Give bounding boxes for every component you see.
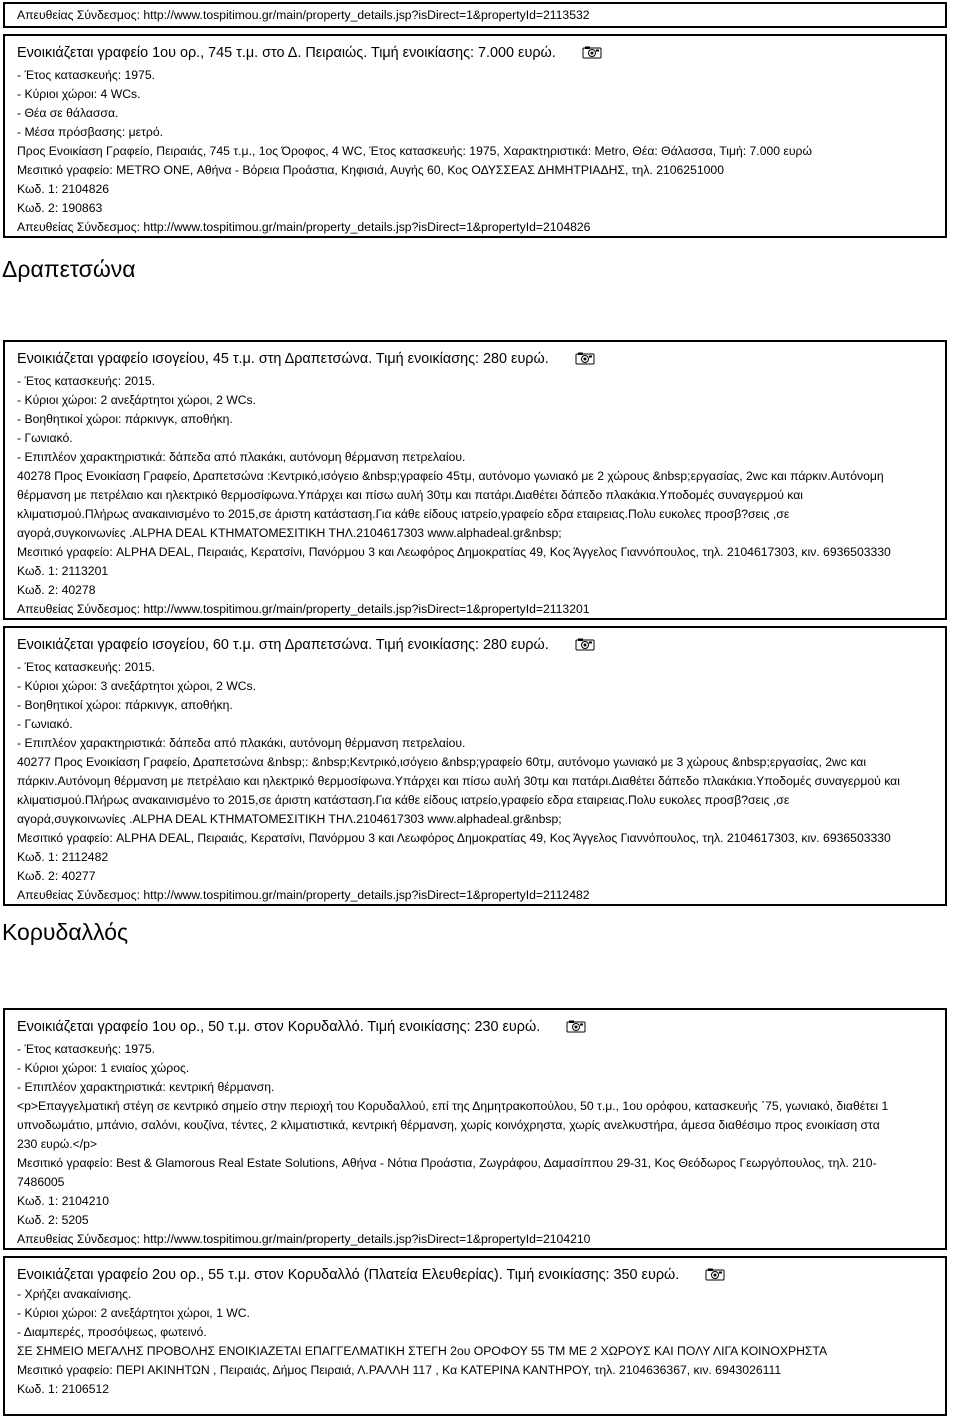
listing-title[interactable]	[17, 349, 595, 369]
camera-icon[interactable]	[575, 351, 595, 364]
code-2: Κωδ. 2: 40277	[17, 869, 96, 883]
detail-line: - Έτος κατασκευής: 2015.	[17, 660, 155, 674]
detail-line: - Έτος κατασκευής: 1975.	[17, 1042, 155, 1056]
detail-line: - Έτος κατασκευής: 1975.	[17, 68, 155, 82]
agency-line: Μεσιτικό γραφείο: Best & Glamorous Real Estate Solutions, Αθήνα - Νότια Προάστια, Ζωγράφου, Δαμασίππου 29-31, Κος Θεόδωρος Γεωργόπουλος, τηλ. 210-	[17, 1156, 877, 1170]
listing-title-text[interactable]: Ενοικιάζεται γραφείο 1ου ορ., 745 τ.μ. στο Δ. Πειραιώς. Τιμή ενοικίασης: 7.000 ευρώ.	[17, 45, 556, 61]
listing-title[interactable]	[17, 635, 595, 655]
agency-line: Μεσιτικό γραφείο: ALPHA DEAL, Πειραιάς, Κερατσίνι, Πανόρμου 3 και Λεωφόρος Δημοκρατίας 49, Κος Άγγελος Γιαννόπουλος, τηλ. 2104617303, κιν. 6936503330	[17, 545, 891, 559]
description-line: αγορά,συγκοινωνίες .ALPHA DEAL ΚΤΗΜΑΤΟΜΕΣΙΤΙΚΗ ΤΗΛ.2104617303 www.alphadeal.gr&nbsp;	[17, 526, 562, 540]
detail-line: - Μέσα πρόσβασης: μετρό.	[17, 125, 163, 139]
agency-line: 7486005	[17, 1175, 65, 1189]
agency-line: Μεσιτικό γραφείο: ΠΕΡΙ ΑΚΙΝΗΤΩΝ , Πειραιάς, Δήμος Πειραιά, Λ.ΡΑΛΛΗ 117 , Κα ΚΑΤΕΡΙΝΑ ΚΑΝΤΗΡΟΥ, τηλ. 2104636367, κιν. 6943026111	[17, 1363, 782, 1377]
detail-line: - Γωνιακό.	[17, 431, 73, 445]
description-line: θέρμανση με πετρέλαιο και ηλεκτρικό θερμοσίφωνα.Υπάρχει και πίσω αυλή 30τμ και πατάρι.Διαθέτει δάπεδο πλακάκια.Υποδομές συναγερμού και	[17, 488, 803, 502]
code-1: Κωδ. 1: 2106512	[17, 1382, 110, 1396]
description-line: κλιματισμού.Πλήρως ανακαινισμένο το 2015,σε άριστη κατάσταση.Για κάθε είδους ιατρείο,γραφείο εδρα εταιρειας.Πολυ ευκολες προσβ?σεις ,σε	[17, 793, 790, 807]
code-1: Κωδ. 1: 2104210	[17, 1194, 110, 1208]
listing-box-2	[3, 340, 947, 620]
detail-line: - Γωνιακό.	[17, 717, 73, 731]
section-heading-drapetsona: Δραπετσώνα	[2, 256, 136, 282]
description-line: υπνοδωμάτιο, μπάνιο, σαλόνι, κουζίνα, τέντες, 2 κλιματιστικά, κεντρική θέρμανση, χωρίς κοινόχρηστα, χωρίς ανελκυστήρα, άμεσα διαθέσιμο προς ενοικίαση στα	[17, 1118, 880, 1132]
description-line: 230 ευρώ.</p>	[17, 1137, 98, 1151]
code-2: Κωδ. 2: 190863	[17, 201, 103, 215]
detail-line: - Κύριοι χώροι: 4 WCs.	[17, 87, 141, 101]
detail-line: - Θέα σε θάλασσα.	[17, 106, 119, 120]
code-1: Κωδ. 1: 2113201	[17, 564, 109, 578]
direct-link[interactable]: Απευθείας Σύνδεσμος: http://www.tospitimou.gr/main/property_details.jsp?isDirect=1&propertyId=2113532	[17, 8, 590, 22]
detail-line: - Διαμπερές, προσόψεως, φωτεινό.	[17, 1325, 207, 1339]
listing-title-text[interactable]: Ενοικιάζεται γραφείο ισογείου, 45 τ.μ. στη Δραπετσώνα. Τιμή ενοικίασης: 280 ευρώ.	[17, 351, 549, 367]
detail-line: - Βοηθητικοί χώροι: πάρκινγκ, αποθήκη.	[17, 412, 233, 426]
direct-link[interactable]: Απευθείας Σύνδεσμος: http://www.tospitimou.gr/main/property_details.jsp?isDirect=1&propertyId=2113201	[17, 602, 590, 616]
detail-line: - Επιπλέον χαρακτηριστικά: κεντρική θέρμανση.	[17, 1080, 275, 1094]
listing-box-top	[3, 2, 947, 28]
listing-title-text[interactable]: Ενοικιάζεται γραφείο 1ου ορ., 50 τ.μ. στον Κορυδαλλό. Τιμή ενοικίασης: 230 ευρώ.	[17, 1019, 541, 1035]
listing-box-4	[3, 1008, 947, 1250]
listing-title[interactable]	[17, 43, 602, 63]
detail-line: - Κύριοι χώροι: 2 ανεξάρτητοι χώροι, 1 WC.	[17, 1306, 250, 1320]
detail-line: - Βοηθητικοί χώροι: πάρκινγκ, αποθήκη.	[17, 698, 233, 712]
listing-box-5	[3, 1256, 947, 1416]
description-line: <p>Επαγγελματική στέγη σε κεντρικό σημείο στην περιοχή του Κορυδαλλού, επί της Δημητρακοπούλου, 50 τ.μ., 1ου ορόφου, κατασκευής ΄75, γωνιακό, διαθέτει 1	[17, 1099, 889, 1113]
description-line: αγορά,συγκοινωνίες .ALPHA DEAL ΚΤΗΜΑΤΟΜΕΣΙΤΙΚΗ ΤΗΛ.2104617303 www.alphadeal.gr&nbsp;	[17, 812, 562, 826]
section-heading-korydallos: Κορυδαλλός	[2, 919, 129, 945]
code-1: Κωδ. 1: 2104826	[17, 182, 110, 196]
listing-box-3	[3, 626, 947, 906]
detail-line: - Κύριοι χώροι: 2 ανεξάρτητοι χώροι, 2 WCs.	[17, 393, 257, 407]
description-line: κλιματισμού.Πλήρως ανακαινισμένο το 2015,σε άριστη κατάσταση.Για κάθε είδους ιατρείο,γραφείο εδρα εταιρειας.Πολυ ευκολες προσβ?σεις ,σε	[17, 507, 790, 521]
listing-title[interactable]	[17, 1017, 586, 1037]
direct-link[interactable]: Απευθείας Σύνδεσμος: http://www.tospitimou.gr/main/property_details.jsp?isDirect=1&propertyId=2104210	[17, 1232, 591, 1246]
listing-title-text[interactable]: Ενοικιάζεται γραφείο ισογείου, 60 τ.μ. στη Δραπετσώνα. Τιμή ενοικίασης: 280 ευρώ.	[17, 637, 549, 653]
camera-icon[interactable]	[582, 45, 602, 58]
description-line: Προς Ενοικίαση Γραφείο, Πειραιάς, 745 τ.μ., 1ος Όροφος, 4 WC, Έτος κατασκευής: 1975, Χαρακτηριστικά: Metro, Θέα: Θάλασσα, Τιμή: 7.000 ευρώ	[17, 144, 812, 158]
code-1: Κωδ. 1: 2112482	[17, 850, 109, 864]
camera-icon[interactable]	[566, 1019, 586, 1032]
detail-line: - Επιπλέον χαρακτηριστικά: δάπεδα από πλακάκι, αυτόνομη θέρμανση πετρελαίου.	[17, 450, 466, 464]
code-2: Κωδ. 2: 40278	[17, 583, 96, 597]
listing-title[interactable]	[17, 1265, 725, 1285]
direct-link[interactable]: Απευθείας Σύνδεσμος: http://www.tospitimou.gr/main/property_details.jsp?isDirect=1&propertyId=2104826	[17, 220, 591, 234]
agency-line: Μεσιτικό γραφείο: METRO ONE, Αθήνα - Βόρεια Προάστια, Κηφισιά, Αυγής 60, Κος ΟΔΥΣΣΕΑΣ ΔΗΜΗΤΡΙΑΔΗΣ, τηλ. 2106251000	[17, 163, 724, 177]
camera-icon[interactable]	[705, 1267, 725, 1280]
listing-box-1	[3, 34, 947, 238]
detail-line: - Έτος κατασκευής: 2015.	[17, 374, 155, 388]
description-line: ΣΕ ΣΗΜΕΙΟ ΜΕΓΑΛΗΣ ΠΡΟΒΟΛΗΣ ΕΝΟΙΚΙΑΖΕΤΑΙ ΕΠΑΓΓΕΛΜΑΤΙΚΗ ΣΤΕΓΗ 2ου ΟΡΟΦΟΥ 55 ΤΜ ΜΕ 2 ΧΩΡΟΥΣ ΚΑΙ ΠΟΛΥ ΛΙΓΑ ΚΟΙΝΟΧΡΗΣΤΑ	[17, 1344, 828, 1358]
detail-line: - Κύριοι χώροι: 3 ανεξάρτητοι χώροι, 2 WCs.	[17, 679, 257, 693]
description-line: πάρκιν.Αυτόνομη θέρμανση με πετρέλαιο και ηλεκτρικό θερμοσίφωνα.Υπάρχει και πίσω αυλή 30τμ και πατάρι.Διαθέτει δάπεδο πλακάκια.Υποδομές συναγερμού και	[17, 774, 900, 788]
description-line: 40277 Προς Ενοικίαση Γραφείο, Δραπετσώνα &nbsp;: &nbsp;Κεντρικό,ισόγειο &nbsp;γραφείο 60τμ, αυτόνομο γωνιακό με 3 χώρους &nbsp;εργασίας, 2wc και	[17, 755, 867, 769]
detail-line: - Κύριοι χώροι: 1 ενιαίος χώρος.	[17, 1061, 190, 1075]
agency-line: Μεσιτικό γραφείο: ALPHA DEAL, Πειραιάς, Κερατσίνι, Πανόρμου 3 και Λεωφόρος Δημοκρατίας 49, Κος Άγγελος Γιαννόπουλος, τηλ. 2104617303, κιν. 6936503330	[17, 831, 891, 845]
camera-icon[interactable]	[575, 637, 595, 650]
detail-line: - Χρήζει ανακαίνισης.	[17, 1287, 132, 1301]
description-line: 40278 Προς Ενοικίαση Γραφείο, Δραπετσώνα :Κεντρικό,ισόγειο &nbsp;γραφείο 45τμ, αυτόνομο γωνιακό με 2 χώρους &nbsp;εργασίας, 2wc και πάρκιν.Αυτόνομη	[17, 469, 884, 483]
listing-title-text[interactable]: Ενοικιάζεται γραφείο 2ου ορ., 55 τ.μ. στον Κορυδαλλό (Πλατεία Ελευθερίας). Τιμή ενοικίασης: 350 ευρώ.	[17, 1267, 680, 1283]
detail-line: - Επιπλέον χαρακτηριστικά: δάπεδα από πλακάκι, αυτόνομη θέρμανση πετρελαίου.	[17, 736, 466, 750]
code-2: Κωδ. 2: 5205	[17, 1213, 89, 1227]
direct-link[interactable]: Απευθείας Σύνδεσμος: http://www.tospitimou.gr/main/property_details.jsp?isDirect=1&propertyId=2112482	[17, 888, 590, 902]
